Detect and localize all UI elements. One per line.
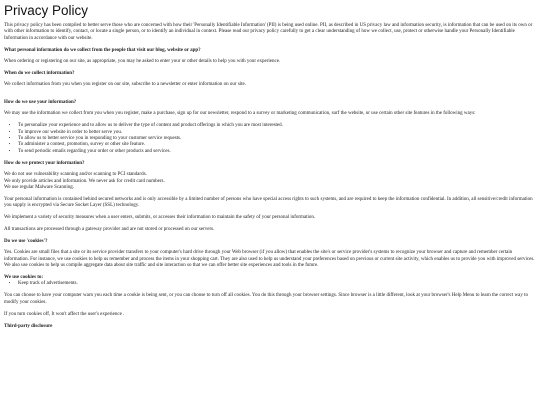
protect-lines bbox=[4, 172, 536, 191]
cookie-list bbox=[4, 281, 536, 287]
protect-line: We only provide articles and information. We never ask for credit card numbers. bbox=[4, 178, 165, 184]
protect-line: We do not use vulnerability scanning and/or scanning to PCI standards. bbox=[4, 172, 147, 178]
protect-question: How do we protect your information? bbox=[4, 160, 85, 166]
protect-paragraph-1: Your personal information is contained behind secured networks and is only accessible by a limited number of persons who have special access rights to such systems, and are required to keep the information confidential. In addition, all sensitive/credit information you supply is encrypted via Secure Socket Layer (SSL) technology. bbox=[4, 196, 533, 209]
protect-line: We use regular Malware Scanning. bbox=[4, 184, 74, 190]
how-use-question: How do we use your information? bbox=[4, 99, 77, 105]
list-item: • To personalize your experience and to allow us to deliver the type of content and product offerings in which you are most interested. bbox=[18, 123, 536, 129]
cookies-choice-paragraph: You can choose to have your computer warn you each time a cookie is being sent, or you can choose to turn off all cookies. You do this through your browser settings. Since browser is a little different, look at your browser's Help Menu to learn the correct way to modify your cookies. bbox=[4, 293, 528, 305]
list-item: • To send periodic emails regarding your order or other products and services. bbox=[18, 149, 536, 155]
cookie-uses-heading: We use cookies to: bbox=[4, 275, 44, 281]
protect-paragraph-2: We implement a variety of security measures when a user enters, submits, or accesses their information to maintain the safety of your personal information. bbox=[4, 215, 316, 221]
list-item: • Keep track of advertisements. bbox=[18, 281, 536, 287]
list-item: • To allow us to better service you in responding to your customer service requests. bbox=[18, 136, 536, 142]
list-item: • To administer a contest, promotion, survey or other site feature. bbox=[18, 142, 536, 148]
page-title: Privacy Policy bbox=[4, 3, 89, 18]
cookies-off-paragraph: If you turn cookies off, It won't affect the user's experience . bbox=[4, 311, 125, 317]
cookies-question: Do we use 'cookies'? bbox=[4, 238, 48, 244]
list-item: • To improve our website in order to better serve you. bbox=[18, 130, 536, 136]
third-party-heading: Third-party disclosure bbox=[4, 323, 53, 329]
cookies-answer: Yes. Cookies are small files that a site or its service provider transfers to your computer's hard drive through your Web browser (if you allow) that enables the site's or service provider's systems to recognize your browser and capture and remember certain information. For instance, we use cookies to help us remember and process the items in your shopping cart. They are also used to help us understand your preferences based on previous or current site activity, which enables us to provide you with improved services. We also use cookies to help us compile aggregate data about site traffic and site interaction so that we can offer better site experiences and tools in the future. bbox=[4, 250, 535, 269]
collect-answer: When ordering or registering on our site, as appropriate, you may be asked to enter your or other details to help you with your experience. bbox=[4, 59, 281, 65]
protect-paragraph-3: All transactions are processed through a gateway provider and are not stored or processed on our servers. bbox=[4, 227, 215, 233]
how-use-answer: We may use the information we collect from you when you register, make a purchase, sign up for our newsletter, respond to a survey or marketing communication, surf the website, or use certain other site features in the following ways: bbox=[4, 111, 476, 117]
cookie-uses-section bbox=[4, 275, 536, 288]
when-collect-answer: We collect information from you when you register on our site, subscribe to a newsletter or enter information on our site. bbox=[4, 82, 247, 88]
intro-paragraph: This privacy policy has been compiled to better serve those who are concerned with how their 'Personally Identifiable Information' (PII) is being used online. PII, as described in US privacy law and information security, is information that can be used on its own or with other information to identify, contact, or locate a single person, or to identify an individual in context. Please read our privacy policy carefully to get a clear understanding of how we collect, use, protect or otherwise handle your Personally Identifiable Information in accordance with our website. bbox=[4, 23, 533, 41]
collect-question: What personal information do we collect from the people that visit our blog, website or app? bbox=[4, 47, 201, 53]
use-list bbox=[4, 123, 536, 155]
when-collect-question: When do we collect information? bbox=[4, 71, 75, 77]
